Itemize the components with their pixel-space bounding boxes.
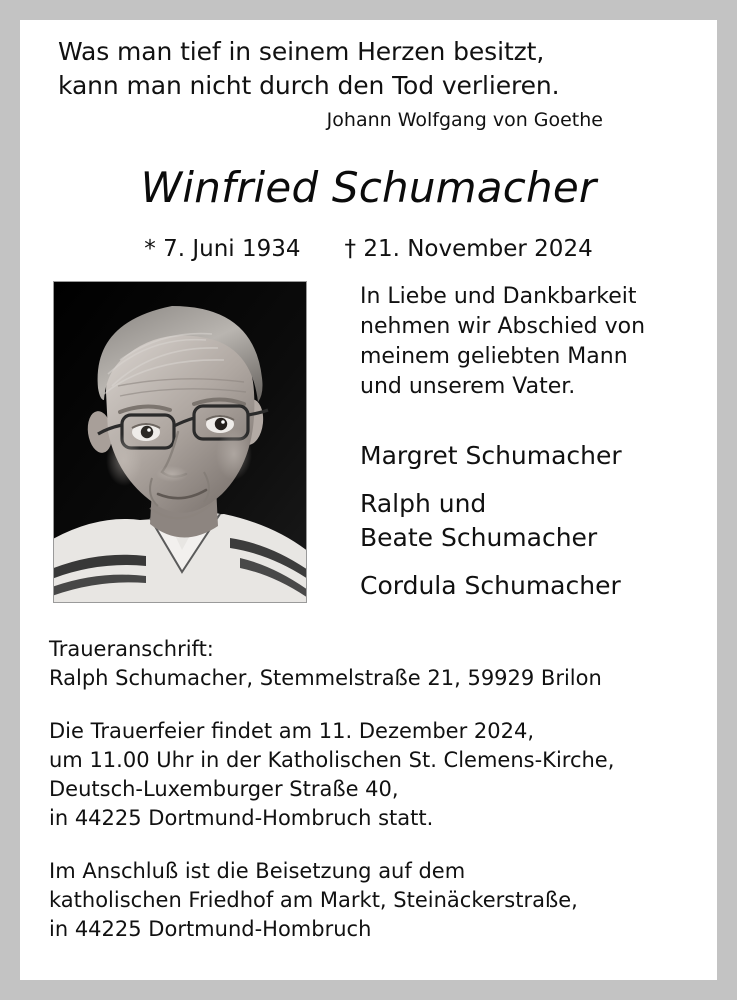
- obituary-card: [20, 20, 717, 980]
- service-line-4: in 44225 Dortmund-Hombruch statt.: [49, 806, 434, 830]
- life-dates: [20, 234, 717, 264]
- burial-line-2: katholischen Friedhof am Markt, Steinäckerstraße,: [49, 888, 578, 912]
- family-name: Cordula Schumacher: [360, 571, 621, 600]
- burial-line-3: in 44225 Dortmund-Hombruch: [49, 917, 372, 941]
- portrait-photo-icon: [54, 282, 306, 602]
- tribute-line-1: In Liebe und Dankbarkeit: [360, 284, 637, 309]
- family-entry: [360, 569, 700, 603]
- birth-date: * 7. Juni 1934: [144, 236, 301, 262]
- family-entry: [360, 439, 700, 473]
- death-date: † 21. November 2024: [344, 236, 593, 262]
- tribute-line-4: und unserem Vater.: [360, 374, 576, 399]
- notice-details: [49, 635, 689, 944]
- funeral-service-block: [49, 717, 689, 833]
- family-name: Ralph und: [360, 489, 487, 518]
- tribute-line-2: nehmen wir Abschied von: [360, 314, 646, 339]
- portrait-photo: [53, 281, 307, 603]
- quote-block: [58, 35, 603, 132]
- mourning-address-value: Ralph Schumacher, Stemmelstraße 21, 59929 Brilon: [49, 666, 602, 690]
- family-entry: [360, 487, 700, 555]
- service-line-2: um 11.00 Uhr in der Katholischen St. Clemens-Kirche,: [49, 748, 615, 772]
- tribute-message: [360, 282, 690, 402]
- mourning-address-label: Traueranschrift:: [49, 637, 214, 661]
- quote-line-1: Was man tief in seinem Herzen besitzt,: [58, 37, 545, 66]
- tribute-line-3: meinem geliebten Mann: [360, 344, 628, 369]
- deceased-name: Winfried Schumacher: [140, 163, 597, 212]
- family-names: [360, 439, 700, 603]
- quote-line-2: kann man nicht durch den Tod verlieren.: [58, 71, 560, 100]
- family-name: Margret Schumacher: [360, 441, 622, 470]
- burial-line-1: Im Anschluß ist die Beisetzung auf dem: [49, 859, 466, 883]
- family-name: Beate Schumacher: [360, 523, 598, 552]
- service-line-1: Die Trauerfeier findet am 11. Dezember 2024,: [49, 719, 535, 743]
- service-line-3: Deutsch-Luxemburger Straße 40,: [49, 777, 399, 801]
- burial-block: [49, 857, 689, 944]
- quote-attribution: Johann Wolfgang von Goethe: [326, 109, 603, 131]
- mourning-address-block: [49, 635, 689, 693]
